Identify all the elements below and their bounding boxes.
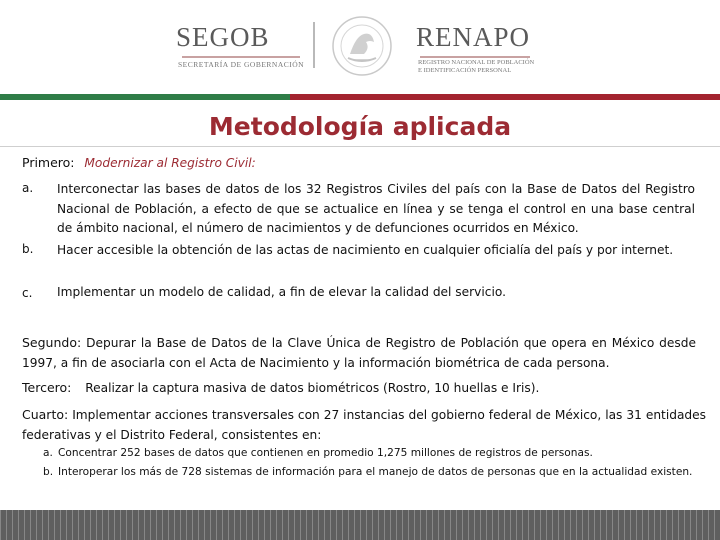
renapo-subtitle-line-2: E IDENTIFICACIÓN PERSONAL <box>418 66 512 74</box>
list-marker: a. <box>22 181 34 195</box>
list-marker: b. <box>22 242 34 256</box>
renapo-subtitle-line-1: REGISTRO NACIONAL DE POBLACIÓN <box>418 59 535 66</box>
segob-name: SEGOB <box>176 22 270 52</box>
segob-logo <box>176 22 305 69</box>
list-item: Interconectar las bases de datos de los 32 Registros Civiles del país con la Base de Datos del Registro Nacional de Población, a efecto de que se actualice en línea y se tenga el control en una base central de ámbito nacional, el número de nacimientos y de defunciones ocurridos en México. <box>57 182 695 235</box>
segob-subtitle: SECRETARÍA DE GOBERNACIÓN <box>178 60 305 69</box>
renapo-rule <box>420 56 530 58</box>
list-item: Implementar un modelo de calidad, a fin de elevar la calidad del servicio. <box>57 285 506 299</box>
primero-highlight: Modernizar al Registro Civil: <box>84 156 256 170</box>
cuarto-list-marker: a. <box>43 447 53 459</box>
renapo-subtitle <box>418 59 558 74</box>
segundo-label: Segundo: <box>22 335 82 350</box>
tercero-text: Realizar la captura masiva de datos biométricos (Rostro, 10 huellas e Iris). <box>85 381 540 395</box>
list-item: Hacer accesible la obtención de las actas de nacimiento en cualquier oficialía del país y por internet. <box>57 243 674 257</box>
cuarto-list-marker: b. <box>43 466 54 478</box>
tercero-paragraph <box>22 380 696 395</box>
cuarto-text: Implementar acciones transversales con 27 instancias del gobierno federal de México, las 31 entidades federativas y el Distrito Federal, consistentes en: <box>22 408 706 442</box>
header <box>0 0 720 96</box>
color-band <box>0 94 720 100</box>
logo-divider <box>313 22 315 68</box>
page-title: Metodología aplicada <box>208 112 512 141</box>
renapo-logo <box>416 22 535 74</box>
cuarto-paragraph <box>22 405 706 445</box>
renapo-name: RENAPO <box>416 22 531 52</box>
segundo-paragraph <box>22 333 696 373</box>
band-green <box>0 94 290 100</box>
mexico-seal-icon <box>330 14 394 78</box>
list-marker: c. <box>22 286 33 300</box>
title-underline <box>0 146 720 147</box>
cuarto-label: Cuarto: <box>22 407 69 422</box>
primero-heading <box>22 155 256 170</box>
band-red <box>290 94 720 100</box>
segob-rule <box>182 56 300 58</box>
tercero-label: Tercero: <box>22 380 72 395</box>
footer-texture <box>0 510 720 540</box>
cuarto-list-item: Interoperar los más de 728 sistemas de información para el manejo de datos de personas que en la actualidad existen. <box>58 466 693 478</box>
cuarto-list-item: Concentrar 252 bases de datos que contienen en promedio 1,275 millones de registros de personas. <box>58 447 593 459</box>
segundo-text: Depurar la Base de Datos de la Clave Única de Registro de Población que opera en México desde 1997, a fin de asociarla con el Acta de Nacimiento y la información biométrica de cada persona. <box>22 336 696 370</box>
primero-label: Primero: <box>22 155 75 170</box>
